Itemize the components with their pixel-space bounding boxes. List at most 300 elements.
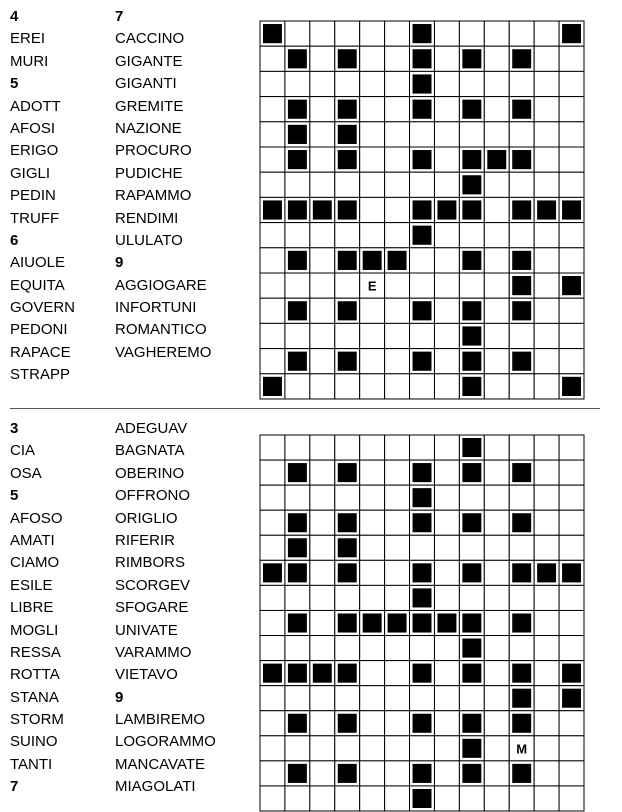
grid-cell[interactable] (434, 736, 459, 761)
grid-cell[interactable] (335, 172, 360, 197)
grid-cell[interactable] (335, 323, 360, 348)
grid-cell[interactable] (310, 46, 335, 71)
grid-cell[interactable] (310, 374, 335, 399)
grid-cell[interactable] (484, 374, 509, 399)
grid-cell[interactable] (434, 560, 459, 585)
grid-cell[interactable] (335, 786, 360, 811)
grid-cell[interactable] (360, 711, 385, 736)
grid-cell[interactable] (509, 585, 534, 610)
grid-cell[interactable] (534, 736, 559, 761)
grid-cell[interactable] (385, 273, 410, 298)
grid-cell[interactable] (534, 147, 559, 172)
grid-cell[interactable] (509, 223, 534, 248)
grid-cell[interactable] (459, 273, 484, 298)
grid-cell[interactable] (484, 560, 509, 585)
grid-cell[interactable] (310, 636, 335, 661)
grid-cell[interactable] (310, 686, 335, 711)
black-square (413, 613, 432, 632)
grid-cell[interactable] (260, 686, 285, 711)
grid-cell[interactable] (335, 273, 360, 298)
crossword-grid-1[interactable] (259, 20, 585, 400)
grid-cell[interactable] (335, 585, 360, 610)
grid-cell[interactable] (434, 298, 459, 323)
grid-cell[interactable] (360, 786, 385, 811)
grid-cell[interactable] (260, 223, 285, 248)
grid-cell[interactable] (310, 610, 335, 635)
grid-cell[interactable] (534, 323, 559, 348)
grid-cell[interactable] (285, 21, 310, 46)
grid-cell[interactable] (360, 761, 385, 786)
grid-cell[interactable] (559, 510, 584, 535)
grid-cell[interactable] (434, 786, 459, 811)
grid-cell[interactable] (559, 636, 584, 661)
grid-cell[interactable] (310, 122, 335, 147)
grid-cell[interactable] (310, 71, 335, 96)
grid-cell[interactable] (459, 122, 484, 147)
grid-cell[interactable] (310, 535, 335, 560)
grid-cell[interactable] (434, 172, 459, 197)
grid-cell[interactable] (534, 71, 559, 96)
black-square (462, 49, 481, 68)
grid-cell[interactable] (385, 71, 410, 96)
grid-cell[interactable] (335, 686, 360, 711)
word-entry: OBERINO (115, 464, 185, 482)
grid-cell[interactable] (385, 147, 410, 172)
grid-cell[interactable] (335, 636, 360, 661)
grid-cell[interactable] (335, 71, 360, 96)
grid-cell[interactable] (434, 223, 459, 248)
grid-cell[interactable] (310, 97, 335, 122)
grid-cell[interactable] (385, 761, 410, 786)
grid-cell[interactable] (434, 273, 459, 298)
black-square (313, 664, 332, 683)
grid-cell[interactable] (509, 535, 534, 560)
black-square (462, 352, 481, 371)
grid-cell[interactable] (484, 510, 509, 535)
grid-cell[interactable] (434, 585, 459, 610)
grid-cell[interactable] (534, 97, 559, 122)
grid-cell[interactable] (484, 485, 509, 510)
grid-cell[interactable] (410, 535, 435, 560)
grid-cell[interactable] (509, 786, 534, 811)
grid-cell[interactable] (559, 485, 584, 510)
grid-cell[interactable] (484, 97, 509, 122)
grid-cell[interactable] (285, 435, 310, 460)
grid-cell[interactable] (410, 248, 435, 273)
grid-cell[interactable] (434, 147, 459, 172)
grid-cell[interactable] (534, 273, 559, 298)
grid-cell[interactable] (484, 661, 509, 686)
grid-cell[interactable] (484, 298, 509, 323)
grid-cell[interactable] (360, 97, 385, 122)
grid-cell[interactable] (459, 535, 484, 560)
grid-cell[interactable] (385, 172, 410, 197)
grid-cell[interactable] (534, 248, 559, 273)
word-entry: SFOGARE (115, 599, 189, 617)
grid-cell[interactable] (260, 585, 285, 610)
grid-cell[interactable] (559, 585, 584, 610)
grid-cell[interactable] (559, 97, 584, 122)
grid-cell[interactable] (434, 71, 459, 96)
grid-cell[interactable] (385, 485, 410, 510)
grid-cell[interactable] (385, 510, 410, 535)
grid-cell[interactable] (484, 248, 509, 273)
grid-cell[interactable] (335, 736, 360, 761)
grid-cell[interactable] (484, 197, 509, 222)
grid-cell[interactable] (484, 686, 509, 711)
grid-cell[interactable] (360, 349, 385, 374)
grid-cell[interactable] (534, 21, 559, 46)
grid-cell[interactable] (484, 761, 509, 786)
grid-cell[interactable] (310, 223, 335, 248)
grid-cell[interactable] (335, 223, 360, 248)
word-entry: VIETAVO (115, 666, 178, 684)
grid-cell[interactable] (335, 435, 360, 460)
grid-cell[interactable] (434, 485, 459, 510)
grid-cell[interactable] (509, 435, 534, 460)
grid-cell[interactable] (260, 761, 285, 786)
grid-cell[interactable] (260, 273, 285, 298)
word-entry: GIGANTI (115, 75, 177, 93)
grid-cell[interactable] (534, 298, 559, 323)
black-square (338, 764, 357, 783)
grid-cell[interactable] (559, 122, 584, 147)
grid-cell[interactable] (260, 510, 285, 535)
grid-cell[interactable] (260, 636, 285, 661)
grid-cell[interactable] (434, 661, 459, 686)
grid-cell[interactable] (285, 636, 310, 661)
grid-cell[interactable] (484, 786, 509, 811)
grid-cell[interactable] (360, 636, 385, 661)
grid-cell[interactable] (285, 585, 310, 610)
grid-cell[interactable] (434, 323, 459, 348)
grid-cell[interactable] (509, 323, 534, 348)
grid-cell[interactable] (534, 122, 559, 147)
grid-cell[interactable] (310, 761, 335, 786)
grid-cell[interactable] (459, 686, 484, 711)
grid-cell[interactable] (385, 786, 410, 811)
grid-cell[interactable] (360, 510, 385, 535)
grid-cell[interactable] (434, 46, 459, 71)
grid-cell[interactable] (260, 248, 285, 273)
grid-cell[interactable] (385, 223, 410, 248)
grid-cell[interactable] (434, 535, 459, 560)
grid-cell[interactable] (459, 786, 484, 811)
grid-cell[interactable] (534, 535, 559, 560)
grid-cell[interactable] (360, 460, 385, 485)
grid-cell[interactable] (459, 485, 484, 510)
grid-cell[interactable] (434, 21, 459, 46)
grid-cell[interactable] (459, 21, 484, 46)
grid-cell[interactable] (484, 223, 509, 248)
grid-cell[interactable] (360, 172, 385, 197)
grid-cell[interactable] (484, 172, 509, 197)
grid-cell[interactable] (559, 223, 584, 248)
grid-cell[interactable] (559, 147, 584, 172)
grid-cell[interactable] (285, 323, 310, 348)
grid-cell[interactable] (509, 172, 534, 197)
grid-cell[interactable] (385, 460, 410, 485)
grid-cell[interactable] (310, 248, 335, 273)
grid-cell[interactable] (484, 46, 509, 71)
grid-cell[interactable] (410, 374, 435, 399)
grid-cell[interactable] (385, 122, 410, 147)
grid-cell[interactable] (310, 349, 335, 374)
grid-cell[interactable] (260, 736, 285, 761)
grid-cell[interactable] (484, 610, 509, 635)
grid-cell[interactable] (509, 485, 534, 510)
grid-cell[interactable] (385, 374, 410, 399)
grid-cell[interactable] (385, 585, 410, 610)
grid-cell[interactable] (484, 711, 509, 736)
black-square (413, 100, 432, 119)
grid-cell[interactable] (484, 122, 509, 147)
grid-cell[interactable] (484, 736, 509, 761)
grid-cell[interactable] (534, 349, 559, 374)
grid-cell[interactable] (260, 711, 285, 736)
grid-cell[interactable] (559, 460, 584, 485)
grid-cell[interactable] (385, 323, 410, 348)
grid-cell[interactable] (285, 786, 310, 811)
grid-cell[interactable] (360, 323, 385, 348)
grid-cell[interactable] (484, 349, 509, 374)
grid-cell[interactable] (335, 485, 360, 510)
word-entry: NAZIONE (115, 119, 182, 137)
grid-cell[interactable] (385, 736, 410, 761)
grid-cell[interactable] (559, 71, 584, 96)
black-square (338, 463, 357, 482)
grid-cell[interactable] (410, 736, 435, 761)
grid-cell[interactable] (559, 435, 584, 460)
given-letter: M (516, 741, 528, 757)
grid-cell[interactable] (534, 585, 559, 610)
grid-cell[interactable] (534, 761, 559, 786)
grid-cell[interactable] (410, 122, 435, 147)
black-square (512, 301, 531, 320)
grid-cell[interactable] (410, 273, 435, 298)
grid-cell[interactable] (310, 711, 335, 736)
grid-cell[interactable] (360, 122, 385, 147)
grid-cell[interactable] (459, 71, 484, 96)
grid-cell[interactable] (285, 223, 310, 248)
grid-cell[interactable] (385, 686, 410, 711)
grid-cell[interactable] (260, 323, 285, 348)
grid-cell[interactable] (260, 172, 285, 197)
grid-cell[interactable] (484, 273, 509, 298)
grid-cell[interactable] (559, 736, 584, 761)
grid-cell[interactable] (534, 172, 559, 197)
grid-cell[interactable] (434, 248, 459, 273)
grid-cell[interactable] (360, 46, 385, 71)
grid-cell[interactable] (509, 636, 534, 661)
grid-cell[interactable] (260, 485, 285, 510)
grid-cell[interactable] (385, 21, 410, 46)
grid-cell[interactable] (559, 711, 584, 736)
grid-cell[interactable] (335, 21, 360, 46)
grid-cell[interactable] (484, 435, 509, 460)
grid-cell[interactable] (360, 374, 385, 399)
grid-cell[interactable] (534, 786, 559, 811)
grid-cell[interactable] (559, 248, 584, 273)
grid-cell[interactable] (534, 686, 559, 711)
grid-cell[interactable] (459, 585, 484, 610)
grid-cell[interactable] (260, 435, 285, 460)
grid-cell[interactable] (285, 273, 310, 298)
grid-cell[interactable] (260, 298, 285, 323)
grid-cell[interactable] (360, 71, 385, 96)
grid-cell[interactable] (360, 686, 385, 711)
grid-cell[interactable] (410, 435, 435, 460)
grid-cell[interactable] (534, 460, 559, 485)
grid-cell[interactable] (310, 560, 335, 585)
grid-cell[interactable] (509, 21, 534, 46)
grid-cell[interactable] (360, 435, 385, 460)
grid-cell[interactable] (285, 686, 310, 711)
grid-cell[interactable] (410, 323, 435, 348)
grid-cell[interactable] (484, 460, 509, 485)
grid-cell[interactable] (534, 223, 559, 248)
grid-cell[interactable] (434, 636, 459, 661)
grid-cell[interactable] (434, 349, 459, 374)
grid-cell[interactable] (559, 349, 584, 374)
grid-cell[interactable] (310, 736, 335, 761)
grid-cell[interactable] (285, 485, 310, 510)
grid-cell[interactable] (385, 535, 410, 560)
grid-cell[interactable] (260, 610, 285, 635)
grid-cell[interactable] (310, 298, 335, 323)
grid-cell[interactable] (559, 535, 584, 560)
grid-cell[interactable] (534, 711, 559, 736)
grid-cell[interactable] (559, 298, 584, 323)
grid-cell[interactable] (385, 560, 410, 585)
grid-cell[interactable] (260, 147, 285, 172)
grid-cell[interactable] (559, 323, 584, 348)
grid-cell[interactable] (360, 535, 385, 560)
grid-cell[interactable] (360, 736, 385, 761)
grid-cell[interactable] (434, 711, 459, 736)
black-square (338, 100, 357, 119)
grid-cell[interactable] (310, 323, 335, 348)
grid-cell[interactable] (559, 786, 584, 811)
grid-cell[interactable] (360, 197, 385, 222)
grid-cell[interactable] (534, 636, 559, 661)
grid-cell[interactable] (260, 535, 285, 560)
grid-cell[interactable] (385, 46, 410, 71)
grid-cell[interactable] (484, 71, 509, 96)
grid-cell[interactable] (310, 273, 335, 298)
grid-cell[interactable] (310, 585, 335, 610)
grid-cell[interactable] (509, 122, 534, 147)
grid-cell[interactable] (534, 46, 559, 71)
grid-cell[interactable] (310, 172, 335, 197)
grid-cell[interactable] (434, 686, 459, 711)
grid-cell[interactable] (434, 435, 459, 460)
grid-cell[interactable] (509, 374, 534, 399)
grid-cell[interactable] (310, 21, 335, 46)
grid-cell[interactable] (534, 510, 559, 535)
grid-cell[interactable] (260, 71, 285, 96)
grid-cell[interactable] (360, 298, 385, 323)
grid-cell[interactable] (310, 460, 335, 485)
grid-cell[interactable] (434, 510, 459, 535)
grid-cell[interactable] (559, 172, 584, 197)
grid-cell[interactable] (310, 786, 335, 811)
grid-cell[interactable] (310, 435, 335, 460)
grid-cell[interactable] (285, 71, 310, 96)
grid-cell[interactable] (360, 223, 385, 248)
grid-cell[interactable] (434, 374, 459, 399)
grid-cell[interactable] (534, 435, 559, 460)
grid-cell[interactable] (484, 535, 509, 560)
black-square (413, 463, 432, 482)
grid-cell[interactable] (410, 686, 435, 711)
grid-cell[interactable] (360, 585, 385, 610)
grid-cell[interactable] (385, 349, 410, 374)
grid-cell[interactable] (484, 21, 509, 46)
grid-cell[interactable] (260, 460, 285, 485)
length-heading: 6 (10, 231, 19, 249)
grid-cell[interactable] (559, 610, 584, 635)
grid-cell[interactable] (434, 460, 459, 485)
black-square (413, 789, 432, 808)
grid-cell[interactable] (385, 661, 410, 686)
grid-cell[interactable] (360, 147, 385, 172)
grid-cell[interactable] (360, 485, 385, 510)
grid-cell[interactable] (385, 97, 410, 122)
grid-cell[interactable] (285, 172, 310, 197)
grid-cell[interactable] (360, 21, 385, 46)
crossword-grid-2[interactable] (259, 434, 585, 812)
word-entry: AMATI (10, 531, 55, 549)
grid-cell[interactable] (310, 485, 335, 510)
grid-cell[interactable] (285, 374, 310, 399)
grid-cell[interactable] (434, 97, 459, 122)
black-square (413, 588, 432, 607)
grid-cell[interactable] (285, 736, 310, 761)
grid-cell[interactable] (459, 223, 484, 248)
grid-cell[interactable] (310, 147, 335, 172)
grid-cell[interactable] (410, 636, 435, 661)
grid-cell[interactable] (534, 610, 559, 635)
grid-cell[interactable] (260, 122, 285, 147)
grid-cell[interactable] (484, 636, 509, 661)
grid-cell[interactable] (534, 485, 559, 510)
grid-cell[interactable] (310, 510, 335, 535)
grid-cell[interactable] (534, 374, 559, 399)
grid-cell[interactable] (385, 435, 410, 460)
grid-cell[interactable] (484, 323, 509, 348)
grid-cell[interactable] (434, 122, 459, 147)
grid-cell[interactable] (385, 197, 410, 222)
grid-cell[interactable] (260, 786, 285, 811)
grid-cell[interactable] (360, 560, 385, 585)
grid-cell[interactable] (260, 349, 285, 374)
grid-cell[interactable] (385, 636, 410, 661)
grid-cell[interactable] (385, 298, 410, 323)
grid-cell[interactable] (360, 661, 385, 686)
grid-cell[interactable] (335, 374, 360, 399)
grid-cell[interactable] (559, 46, 584, 71)
grid-cell[interactable] (260, 46, 285, 71)
grid-cell[interactable] (434, 761, 459, 786)
grid-cell[interactable] (385, 711, 410, 736)
grid-cell[interactable] (534, 661, 559, 686)
grid-cell[interactable] (410, 172, 435, 197)
grid-cell[interactable] (559, 761, 584, 786)
grid-cell[interactable] (509, 71, 534, 96)
grid-cell[interactable] (484, 585, 509, 610)
grid-cell[interactable] (260, 97, 285, 122)
